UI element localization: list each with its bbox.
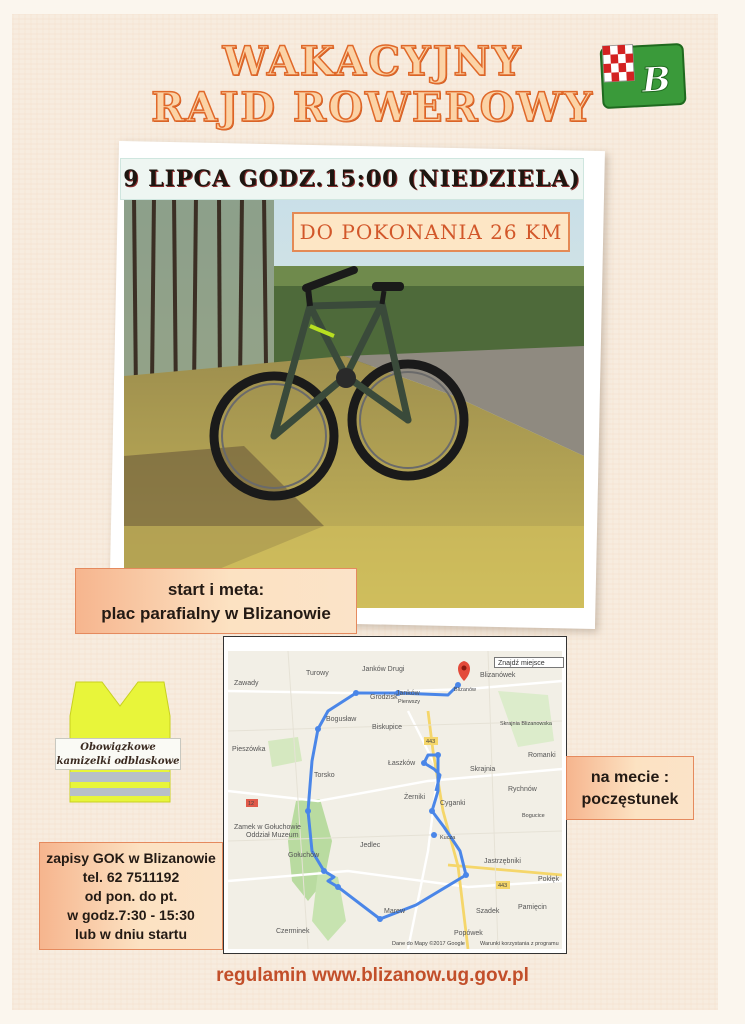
map-label-popowek: Popówek: [454, 930, 483, 937]
signup-line-phone: tel. 62 7511192: [82, 869, 180, 885]
map-label-zawady: Zawady: [234, 680, 259, 687]
map-label-czerminek: Czerminek: [276, 928, 310, 935]
map-label-turowy: Turowy: [306, 670, 329, 677]
map-label-marew: Marew: [384, 908, 406, 915]
start-finish-heading: start i meta:: [167, 580, 265, 599]
signup-line-hours: w godz.7:30 - 15:30: [67, 907, 195, 923]
vest-label-line1: Obowiązkowe: [80, 742, 156, 753]
start-finish-location: plac parafialny w Blizanowie: [101, 604, 331, 623]
map-label-bogucice: Bogucice: [522, 813, 545, 819]
route-map-canvas: [228, 651, 562, 949]
map-label-grodzisk: Grodzisk: [370, 694, 398, 701]
map-label-jankow: Janków: [396, 690, 420, 697]
finish-refreshments: poczęstunek: [581, 791, 679, 808]
map-label-muzeum: Oddział Muzeum: [246, 832, 299, 839]
poster-title-line1: WAKACYJNY: [222, 38, 523, 85]
map-label-rychnow: Rychnów: [508, 786, 537, 793]
map-label-szadek: Szadek: [476, 908, 500, 915]
signup-line-office: zapisy GOK w Blizanowie: [46, 850, 216, 866]
map-label-pieszowka: Pieszówka: [232, 746, 266, 753]
map-label-biskupice: Biskupice: [372, 724, 402, 731]
checkered-shield-icon: [602, 45, 634, 83]
vest-label-line2: kamizelki odblaskowe: [56, 756, 180, 767]
map-label-blizanowek: Blizanówek: [480, 672, 516, 679]
bicycle-photo: [124, 196, 584, 608]
map-label-romanki: Romanki: [528, 752, 556, 759]
map-label-boguslaw: Bogusław: [326, 716, 357, 723]
road-number-443a: 443: [426, 739, 436, 745]
map-label-poklek: Pokłęk: [538, 876, 560, 883]
finish-heading: na mecie :: [590, 769, 670, 786]
map-label-jedlec: Jedlec: [360, 842, 381, 849]
map-label-skrajnia: Skrajnia: [470, 766, 496, 773]
logo-letter: B: [640, 59, 672, 102]
finish-refreshments-box: [566, 756, 694, 820]
regulations-link[interactable]: regulamin www.blizanow.ug.gov.pl: [216, 965, 529, 986]
map-label-zamek: Zamek w Gołuchowie: [234, 824, 301, 831]
signup-info-box: [39, 842, 223, 950]
map-terms: Warunki korzystania z programu: [480, 941, 559, 947]
map-label-jastrzebniki: Jastrzębniki: [484, 858, 521, 865]
signup-line-days: od pon. do pt.: [84, 888, 178, 904]
map-search-button[interactable]: Znajdź miejsce: [494, 657, 564, 668]
road-number-443b: 443: [498, 883, 508, 889]
map-label-kucza: Kucza: [440, 835, 456, 841]
event-date-banner: 9 LIPCA GODZ.15:00 (NIEDZIELA): [120, 158, 584, 200]
map-label-torsko: Torsko: [314, 772, 335, 779]
municipality-logo: [598, 38, 688, 112]
map-label-pamiecin: Pamięcin: [518, 904, 547, 911]
reflective-vest-label: [55, 738, 181, 770]
distance-label: DO POKONANIA 26 KM: [292, 212, 570, 252]
map-label-pierwszy: Pierwszy: [398, 699, 421, 705]
map-label-jankow-drugi: Janków Drugi: [362, 666, 405, 673]
map-attribution: Dane do Mapy ©2017 Google: [392, 941, 465, 947]
signup-line-onsite: lub w dniu startu: [75, 926, 187, 942]
route-map: [223, 636, 567, 954]
map-label-skrajnia-blizanowska: Skrajnia Blizanowska: [500, 721, 552, 727]
map-label-goluchow: Gołuchów: [288, 852, 320, 859]
map-label-zerniki: Żerniki: [404, 794, 426, 801]
road-number-12: 12: [248, 801, 255, 807]
map-label-blizanow: Blizanów: [454, 687, 477, 693]
start-finish-box: [75, 568, 357, 634]
poster-title-line2: RAJD ROWEROWY: [151, 84, 594, 131]
map-label-laszkow: Łaszków: [388, 760, 416, 767]
map-label-cyganki: Cyganki: [440, 800, 466, 807]
